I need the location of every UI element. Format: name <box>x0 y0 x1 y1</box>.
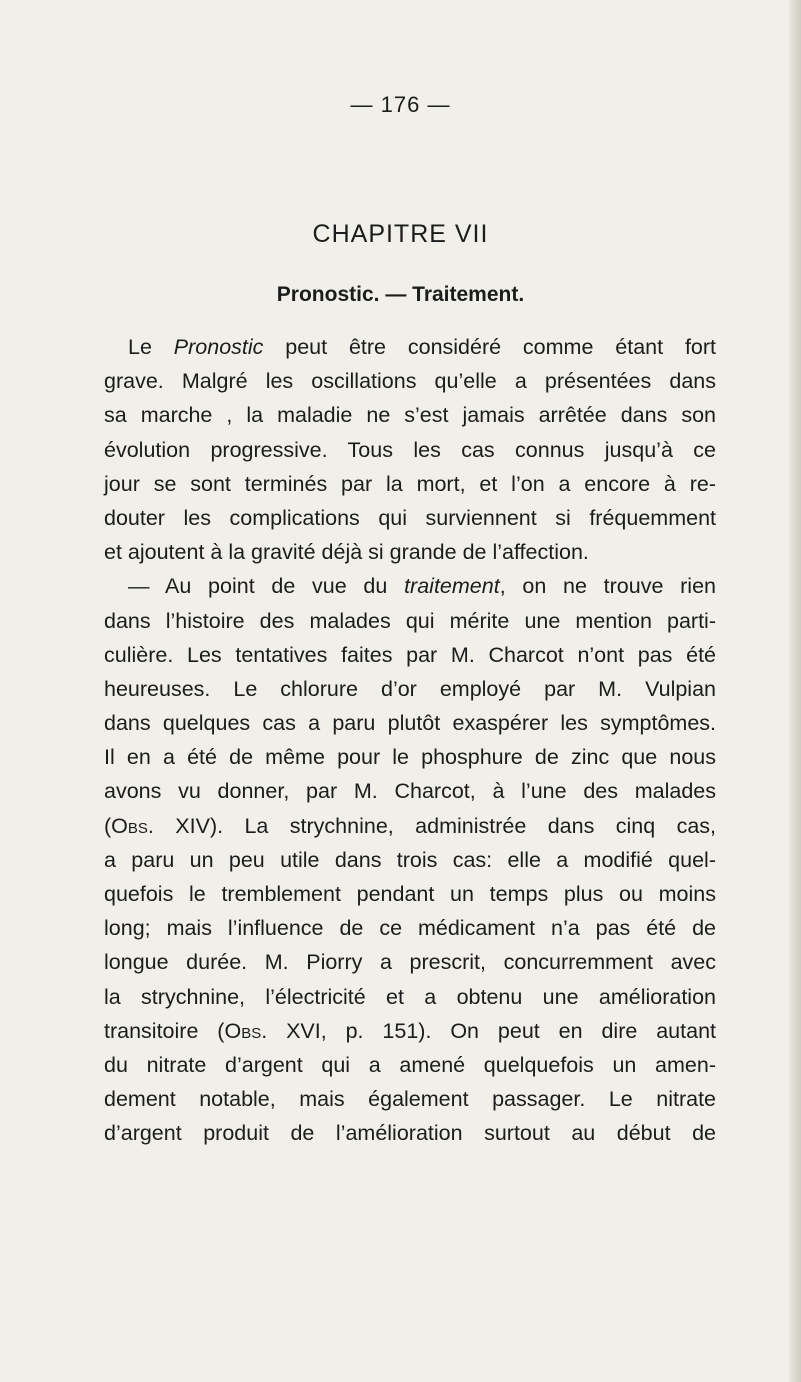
chapter-title: CHAPITRE VII <box>312 220 489 248</box>
body-text <box>104 330 716 1151</box>
text-line: douter les complications qui surviennent si fréquemment <box>104 505 716 530</box>
text-line: d’argent produit de l’amélioration surtout au début de <box>104 1121 716 1146</box>
text-line: dans quelques cas a paru plutôt exaspérer les symptômes. <box>104 711 716 736</box>
italic-term: Pronostic <box>173 335 264 359</box>
text-line: — Au point de vue du traitement, on ne trouve rien <box>128 574 716 599</box>
page-edge-shadow <box>789 0 801 1382</box>
text-line: évolution progressive. Tous les cas connus jusqu’à ce <box>104 437 716 462</box>
text-line: jour se sont terminés par la mort, et l’on a encore à re- <box>104 471 716 496</box>
text-line: dement notable, mais également passager. Le nitrate <box>104 1087 716 1112</box>
text-line: sa marche , la maladie ne s’est jamais arrêtée dans son <box>104 403 716 428</box>
text-line: longue durée. M. Piorry a prescrit, concurremment avec <box>104 950 716 975</box>
text-line: avons vu donner, par M. Charcot, à l’une des malades <box>104 779 716 804</box>
text-line: (Obs. XIV). La strychnine, administrée dans cinq cas, <box>104 813 716 838</box>
text-line: culière. Les tentatives faites par M. Charcot n’ont pas été <box>104 642 716 667</box>
text-line: et ajoutent à la gravité déjà si grande de l’affection. <box>104 540 589 565</box>
text-line: transitoire (Obs. XVI, p. 151). On peut en dire autant <box>104 1018 716 1043</box>
text-line: a paru un peu utile dans trois cas: elle a modifié quel- <box>104 847 716 872</box>
text-line: grave. Malgré les oscillations qu’elle a présentées dans <box>104 369 716 394</box>
text-line: dans l’histoire des malades qui mérite une mention parti- <box>104 608 716 633</box>
text-line: du nitrate d’argent qui a amené quelquefois un amen- <box>104 1052 716 1077</box>
page-number: — 176 — <box>350 92 451 117</box>
text-line: quefois le tremblement pendant un temps plus ou moins <box>104 882 716 906</box>
text-line: long; mais l’influence de ce médicament n’a pas été de <box>104 916 716 941</box>
italic-term: traitement <box>404 574 500 599</box>
obs-abbrev: Obs <box>111 813 148 838</box>
section-title: Pronostic. — Traitement. <box>276 283 525 306</box>
text-line: heureuses. Le chlorure d’or employé par M. Vulpian <box>104 676 716 701</box>
text-line: Il en a été de même pour le phosphure de zinc que nous <box>104 745 716 770</box>
obs-abbrev: Obs <box>224 1018 262 1043</box>
text-line: la strychnine, l’électricité et a obtenu une amélioration <box>104 984 716 1009</box>
text-line: Le Pronostic peut être considéré comme étant fort <box>128 335 717 359</box>
